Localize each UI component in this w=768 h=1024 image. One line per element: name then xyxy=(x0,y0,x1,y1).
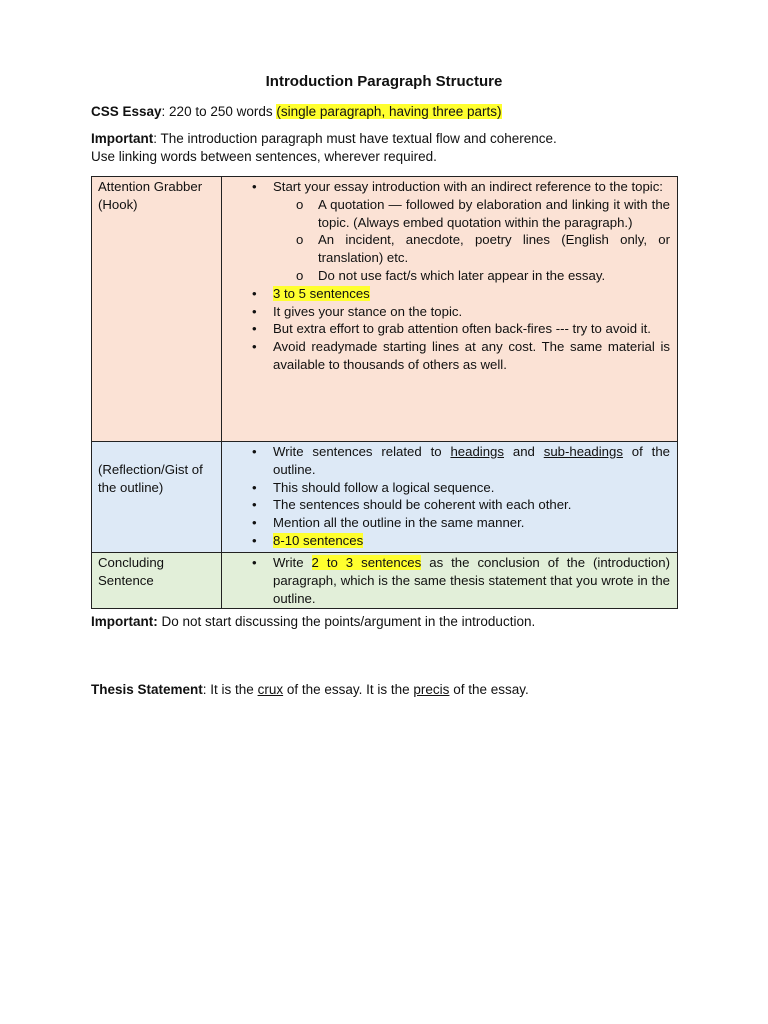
list-item: • Avoid readymade starting lines at any cost. The same material is available to thousands of others as well. xyxy=(222,338,670,374)
important-note-1-line2: Use linking words between sentences, wherever required. xyxy=(91,149,437,164)
row-content-concluding xyxy=(222,553,678,609)
table-row-hook xyxy=(92,177,678,442)
sub-headings-word: sub-headings xyxy=(543,444,623,459)
thesis-label: Thesis Statement xyxy=(91,682,203,697)
list-item: • It gives your stance on the topic. xyxy=(222,303,670,321)
row-label-concluding: Concluding Sentence xyxy=(92,553,222,609)
thesis-statement: Thesis Statement: It is the crux of the essay. It is the precis of the essay. xyxy=(91,682,529,697)
list-item: • This should follow a logical sequence. xyxy=(222,479,670,497)
sub-list-item: o An incident, anecdote, poetry lines (English only, or translation) etc. xyxy=(273,231,670,267)
sub-list-item: o A quotation — followed by elaboration and linking it with the topic. (Always embed quotation within the paragraph.) xyxy=(273,196,670,232)
css-essay-label: CSS Essay xyxy=(91,104,162,119)
highlighted-text: 2 to 3 sentences xyxy=(311,555,422,570)
sub-list-item: o Do not use fact/s which later appear in the essay. xyxy=(273,267,670,285)
list-item: • The sentences should be coherent with each other. xyxy=(222,496,670,514)
row-label-reflection: (Reflection/Gist of the outline) xyxy=(98,461,203,495)
row-label-reflection-cell xyxy=(92,442,222,553)
crux-word: crux xyxy=(257,682,284,697)
page-title: Introduction Paragraph Structure xyxy=(265,73,503,90)
row-label-hook: Attention Grabber (Hook) xyxy=(92,177,222,442)
list-item: • Write sentences related to headings and sub-headings of the outline. xyxy=(222,443,670,479)
list-item xyxy=(222,285,670,303)
bullet-text: Start your essay introduction with an indirect reference to the topic: xyxy=(273,179,663,194)
css-essay-line xyxy=(91,103,502,121)
list-item: • Mention all the outline in the same manner. xyxy=(222,514,670,532)
precis-word: precis xyxy=(413,682,450,697)
table-row-reflection xyxy=(92,442,678,553)
important-text-2: Do not start discussing the points/argument in the introduction. xyxy=(157,614,536,629)
important-label-1: Important xyxy=(91,131,154,146)
row-content-hook xyxy=(222,177,678,442)
important-note-1 xyxy=(91,130,557,148)
css-essay-highlight: (single paragraph, having three parts) xyxy=(276,104,502,119)
list-item xyxy=(222,178,670,285)
headings-word: headings xyxy=(450,444,504,459)
highlighted-text: 3 to 5 sentences xyxy=(273,285,370,301)
highlighted-text: 8-10 sentences xyxy=(273,532,364,548)
list-item xyxy=(222,532,670,550)
table-row-concluding xyxy=(92,553,678,609)
structure-table xyxy=(91,176,678,609)
important-label-2: Important: xyxy=(91,614,158,629)
css-essay-text: : 220 to 250 words xyxy=(161,104,277,119)
important-note-2 xyxy=(91,613,535,631)
important-text-1: : The introduction paragraph must have textual flow and coherence. xyxy=(153,131,557,146)
list-item: • But extra effort to grab attention often back-fires --- try to avoid it. xyxy=(222,320,670,338)
list-item: • Write 2 to 3 sentences as the conclusion of the (introduction) paragraph, which is the same thesis statement that you wrote in the outline. xyxy=(222,554,670,607)
row-content-reflection xyxy=(222,442,678,553)
